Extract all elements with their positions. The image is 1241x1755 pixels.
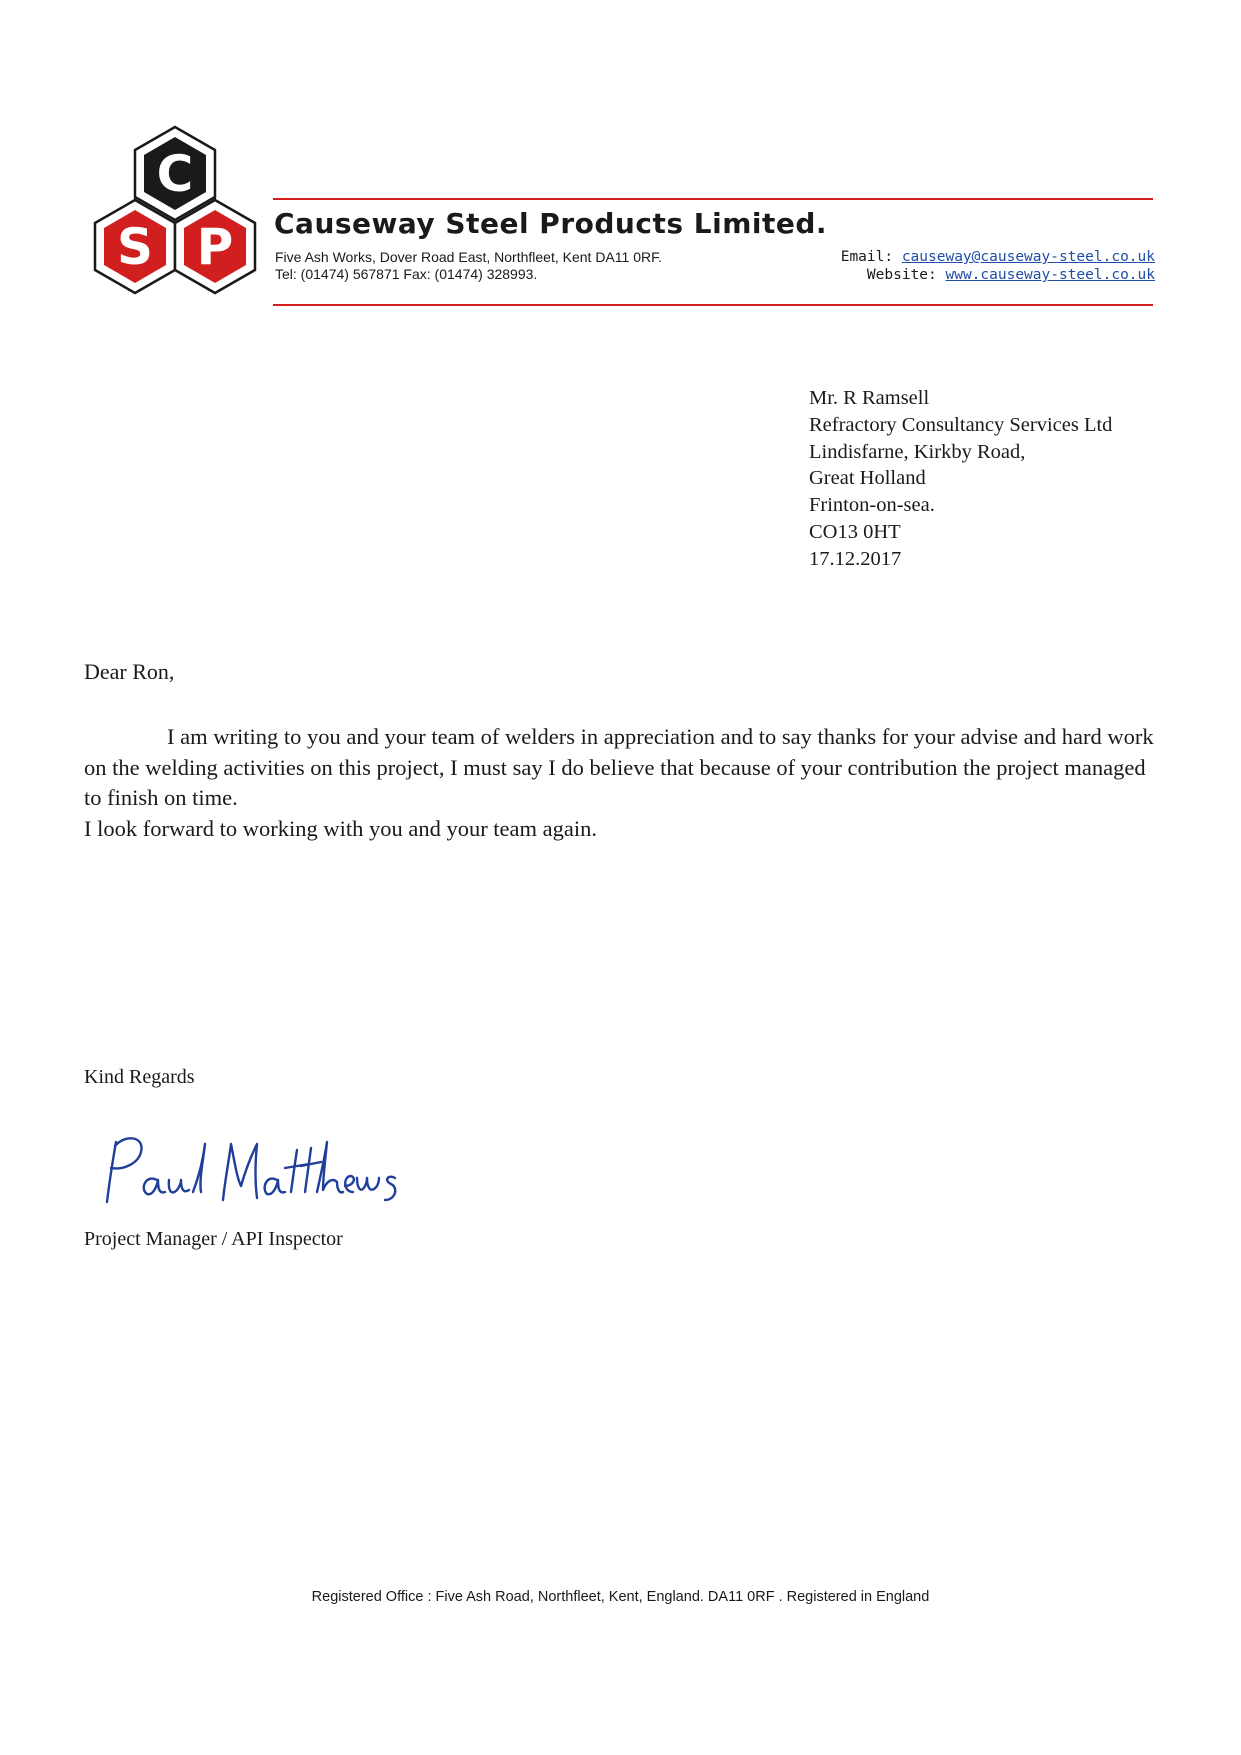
letter-date: 17.12.2017 (809, 547, 902, 570)
logo-letter-c: C (156, 145, 194, 203)
letterhead-top-rule (273, 198, 1153, 200)
closing: Kind Regards (84, 1066, 195, 1088)
company-logo-icon (90, 125, 260, 320)
recipient-address-block (809, 385, 1112, 573)
recipient-postcode: CO13 0HT (809, 520, 901, 543)
registered-office-footer: Registered Office : Five Ash Road, Northfleet, Kent, England. DA11 0RF . Registered in England (311, 1589, 930, 1605)
logo-letter-p: P (196, 218, 234, 276)
email-label: Email: (840, 249, 902, 265)
company-phone: Tel: (01474) 567871 Fax: (01474) 328993. (275, 266, 538, 282)
company-website-line (867, 267, 1155, 283)
company-name: Causeway Steel Products Limited. (274, 207, 828, 240)
recipient-street: Lindisfarne, Kirkby Road, (809, 440, 1026, 463)
logo-letter-s: S (116, 218, 154, 276)
email-link[interactable]: causeway@causeway-steel.co.uk (901, 249, 1155, 265)
company-email-line (841, 249, 1155, 265)
recipient-town: Frinton-on-sea. (809, 494, 935, 517)
signatory-title: Project Manager / API Inspector (84, 1228, 343, 1250)
company-address: Five Ash Works, Dover Road East, Northfleet, Kent DA11 0RF. (275, 249, 662, 265)
signature-image (95, 1130, 415, 1210)
body-paragraph: I am writing to you and your team of welders in appreciation and to say thanks for your advise and hard work on the welding activities on this project, I must say I do believe that because of your contribution the project managed to finish on time. (84, 724, 1154, 810)
recipient-company: Refractory Consultancy Services Ltd (809, 413, 1113, 436)
letter-body (84, 722, 1164, 844)
website-label: Website: (866, 267, 946, 283)
recipient-name: Mr. R Ramsell (809, 387, 930, 409)
recipient-locality: Great Holland (809, 467, 926, 490)
body-paragraph: I look forward to working with you and your team again. (84, 815, 598, 841)
website-link[interactable]: www.causeway-steel.co.uk (945, 267, 1155, 283)
salutation: Dear Ron, (84, 659, 175, 684)
letterhead-bottom-rule (273, 304, 1153, 306)
